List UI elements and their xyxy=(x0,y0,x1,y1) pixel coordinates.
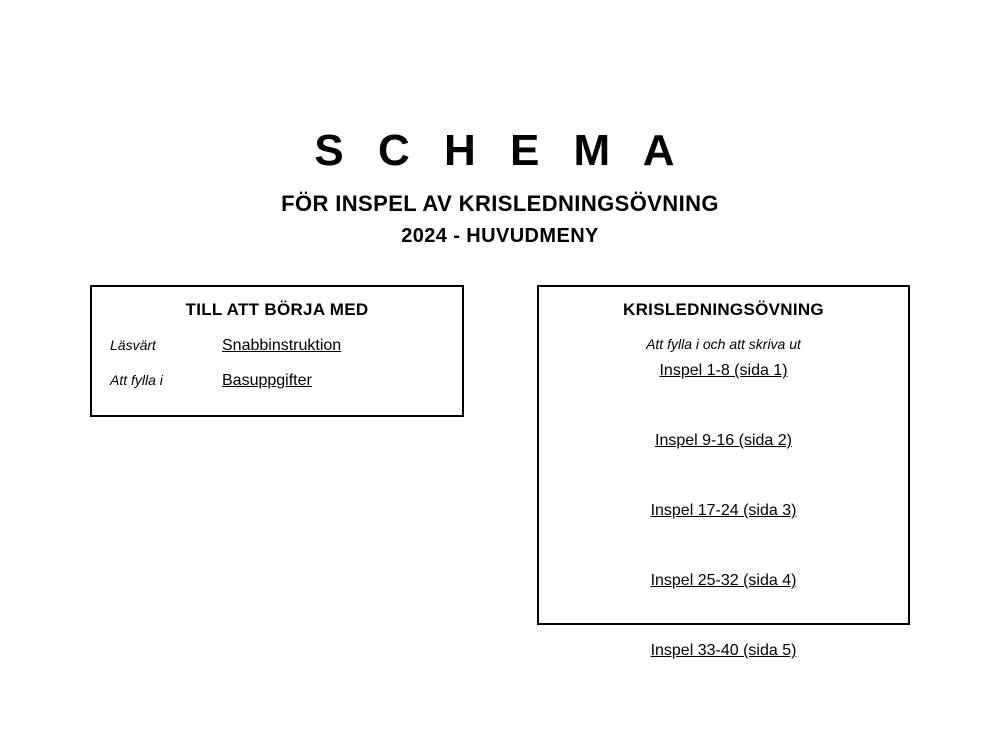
list-spacer xyxy=(539,450,908,489)
link-inspel-33-40[interactable]: Inspel 33-40 (sida 5) xyxy=(650,642,797,659)
link-snabbinstruktion[interactable]: Snabbinstruktion xyxy=(222,337,342,354)
link-inspel-9-16[interactable]: Inspel 9-16 (sida 2) xyxy=(655,432,792,449)
list-item xyxy=(539,362,908,380)
row-label-lasvart: Läsvärt xyxy=(110,337,156,353)
link-inspel-25-32[interactable]: Inspel 25-32 (sida 4) xyxy=(650,572,797,589)
start-here-row-basedata xyxy=(92,372,462,390)
link-inspel-1-8[interactable]: Inspel 1-8 (sida 1) xyxy=(659,362,788,379)
start-here-heading: TILL ATT BÖRJA MED xyxy=(185,300,369,319)
title-block xyxy=(0,128,1000,248)
list-spacer xyxy=(539,380,908,419)
start-here-row-quickguide xyxy=(92,337,462,355)
list-item xyxy=(539,432,908,450)
list-item xyxy=(539,572,908,590)
page-title: S C H E M A xyxy=(314,126,686,175)
row-label-att-fylla-i: Att fylla i xyxy=(110,372,163,388)
link-inspel-17-24[interactable]: Inspel 17-24 (sida 3) xyxy=(650,502,797,519)
start-here-box xyxy=(90,285,464,417)
exercise-box xyxy=(537,285,910,659)
page-subtitle-primary: FÖR INSPEL AV KRISLEDNINGSÖVNING xyxy=(281,191,719,217)
list-item xyxy=(539,502,908,520)
list-spacer xyxy=(539,520,908,559)
list-item xyxy=(539,642,908,660)
exercise-note: Att fylla i och att skriva ut xyxy=(646,336,801,352)
link-basuppgifter[interactable]: Basuppgifter xyxy=(222,372,312,389)
page-subtitle-secondary: 2024 - HUVUDMENY xyxy=(401,225,599,248)
exercise-heading: KRISLEDNINGSÖVNING xyxy=(623,300,824,319)
list-spacer xyxy=(539,590,908,629)
exercise-link-list xyxy=(539,362,908,660)
